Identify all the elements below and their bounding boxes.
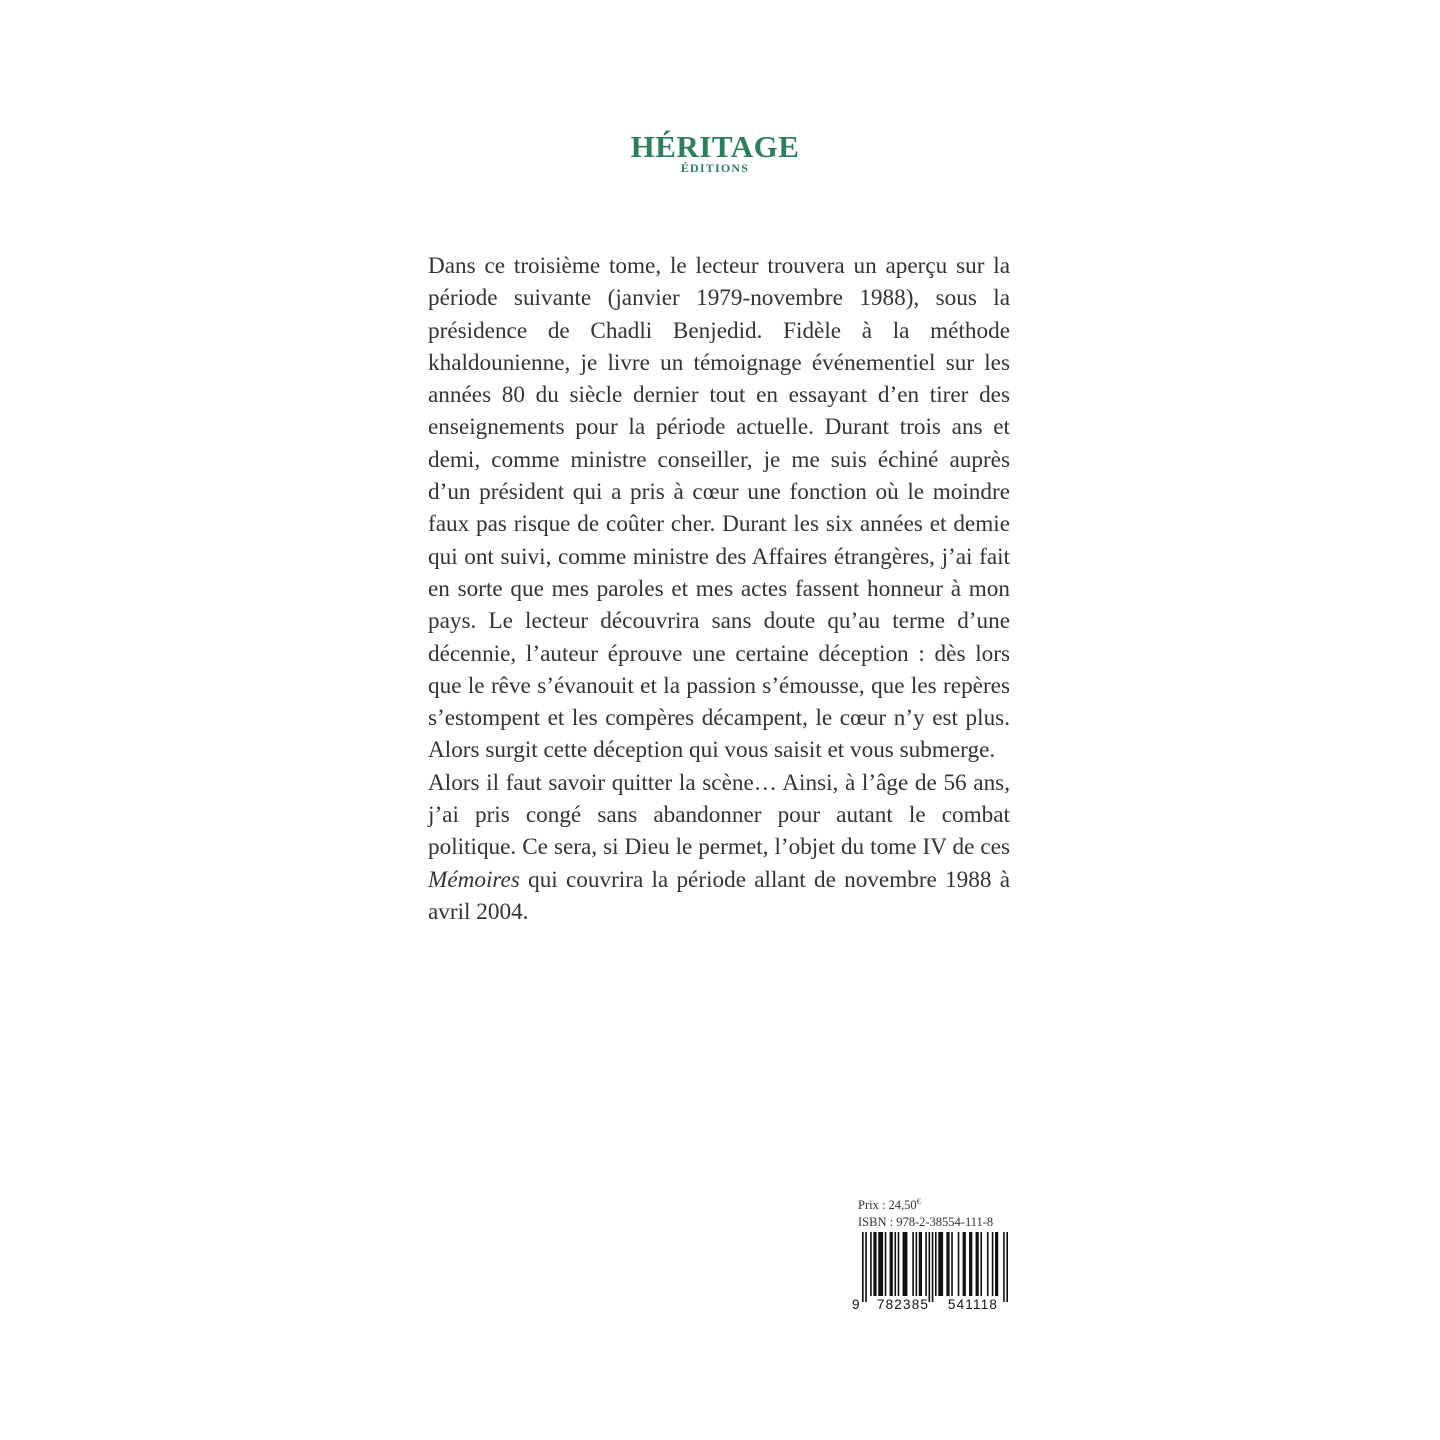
barcode-bar [1006, 1232, 1008, 1302]
barcode-bar [916, 1232, 918, 1296]
barcode-bar [958, 1232, 960, 1296]
barcode-bar [935, 1232, 937, 1296]
price-isbn-block [858, 1193, 993, 1231]
barcode-bar [987, 1232, 989, 1296]
barcode-bar [912, 1232, 914, 1296]
barcode-bar [865, 1232, 867, 1302]
barcode-bar [878, 1232, 883, 1296]
barcode-digits-right: 541118 [947, 1297, 999, 1312]
isbn-label: ISBN : 978-2-38554-111-8 [858, 1215, 994, 1230]
barcode-bar [938, 1232, 943, 1296]
barcode-bar [870, 1232, 872, 1296]
back-cover-blurb [428, 250, 1010, 928]
blurb-paragraph-2-start: Alors il faut savoir quitter la scène… Ainsi, à l’âge de 56 ans, j’ai pris congé sans abandonner pour autant le combat politique. Ce sera, si Dieu le permet, l’objet du tome IV de ces [428, 769, 1010, 861]
publisher-subtitle: ÉDITIONS [680, 161, 750, 175]
barcode-bar [925, 1232, 927, 1296]
barcode-bar [969, 1232, 972, 1296]
barcode-bar [894, 1232, 896, 1296]
book-series-title: Mémoires [428, 866, 520, 893]
publisher-name: HÉRITAGE [630, 129, 800, 164]
barcode-bar [992, 1232, 994, 1296]
barcode-graphic [848, 1232, 1010, 1312]
price-value: Prix : 24,50 [858, 1198, 917, 1213]
isbn-barcode [848, 1232, 1010, 1312]
barcode-bar [951, 1232, 953, 1296]
barcode-bar [980, 1232, 982, 1296]
barcode-bar [890, 1232, 893, 1296]
publisher-logo [600, 129, 830, 175]
barcode-bar [963, 1232, 966, 1296]
barcode-bar [919, 1232, 922, 1296]
barcode-bar [885, 1232, 887, 1296]
blurb-paragraph-2-end: qui couvrira la période allant de novembre 1988 à avril 2004. [428, 866, 1010, 925]
barcode-bar [862, 1232, 864, 1302]
blurb-paragraph-2 [428, 767, 1010, 928]
barcode-digits-left: 782385 [876, 1297, 930, 1312]
barcode-bar [929, 1232, 931, 1302]
price-label [858, 1193, 993, 1214]
barcode-digit-first: 9 [852, 1297, 860, 1312]
barcode-bar [976, 1232, 979, 1296]
barcode-bar [946, 1232, 949, 1296]
barcode-bar [873, 1232, 876, 1296]
barcode-bar [1003, 1232, 1005, 1302]
barcode-bar [903, 1232, 908, 1296]
barcode-bar [932, 1232, 934, 1302]
currency-symbol: € [916, 1197, 921, 1206]
barcode-bar [995, 1232, 998, 1296]
blurb-paragraph-1: Dans ce troisième tome, le lecteur trouvera un aperçu sur la période suivante (janvier 1979-novembre 1988), sous la présidence de Chadli Benjedid. Fidèle à la méthode khaldounienne, je livre un témoignage événementiel sur les années 80 du siècle dernier tout en essayant d’en tirer des enseignements pour la période actuelle. Durant trois ans et demi, comme ministre conseiller, je me suis échiné auprès d’un président qui a pris à cœur une fonction où le moindre faux pas risque de coûter cher. Durant les six années et demie qui ont suivi, comme ministre des Affaires étrangères, j’ai fait en sorte que mes paroles et mes actes fassent honneur à mon pays. Le lecteur découvrira sans doute qu’au terme d’une décennie, l’auteur éprouve une certaine déception : dès lors que le rêve s’évanouit et la passion s’émousse, que les repères s’estompent et les compères décampent, le cœur n’y est plus. Alors surgit cette déception qui vous saisit et vous submerge. [428, 253, 1010, 764]
barcode-bars [862, 1232, 1008, 1302]
barcode-bar [898, 1232, 900, 1296]
